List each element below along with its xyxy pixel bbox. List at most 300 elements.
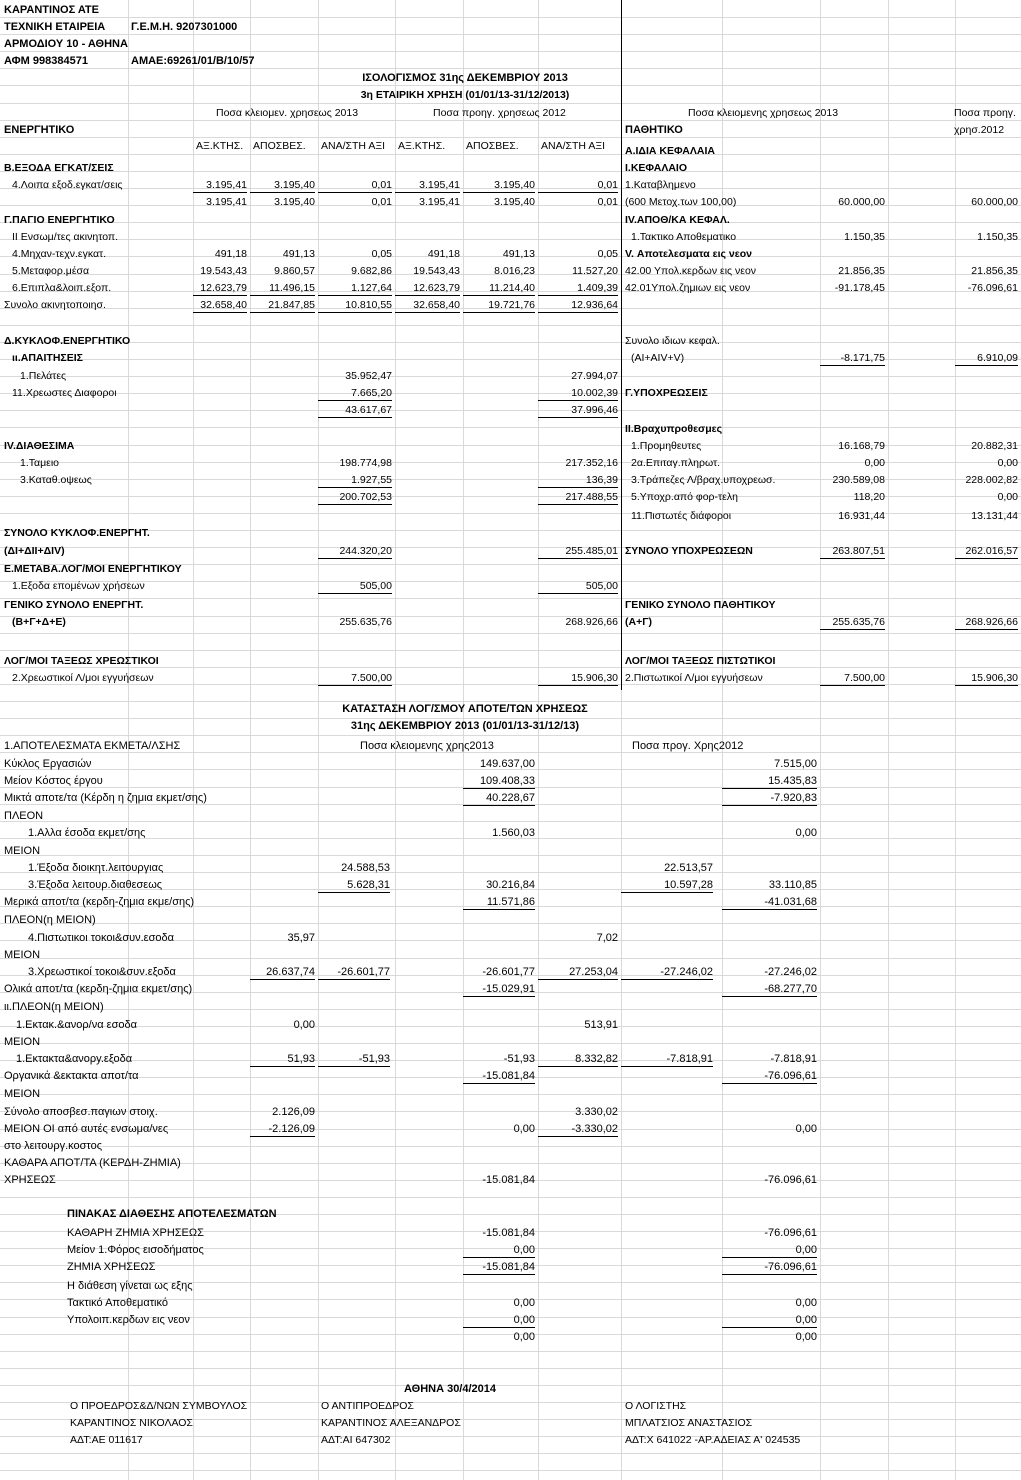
grid-row-line xyxy=(0,735,1021,736)
asset-label: Β.ΕΞΟΔΑ ΕΓΚΑΤ/ΣΕΙΣ xyxy=(4,162,114,174)
distribution-value-2012: 0,00 xyxy=(722,1244,817,1258)
distribution-label: Μείον 1.Φόρος εισοδήματος xyxy=(67,1244,204,1256)
liability-value: 7.500,00 xyxy=(820,672,885,686)
income-value: -7.818,91 xyxy=(621,1053,713,1067)
income-value: -27.246,02 xyxy=(621,966,713,980)
income-value: 7.515,00 xyxy=(774,758,817,770)
asset-label: (ΔΙ+ΔΙΙ+ΔΙV) xyxy=(4,545,65,557)
grid-row-line xyxy=(0,923,1021,924)
asset-value: 3.195,40 xyxy=(494,196,535,208)
grid-row-line xyxy=(0,1436,1021,1437)
income-label: ΜΕΙΟΝ xyxy=(4,845,41,857)
liability-label: Συνολο ιδιων κεφαλ. xyxy=(625,335,720,347)
company-type: ΤΕΧΝΙΚΗ ΕΤΑΙΡΕΙΑ xyxy=(4,21,106,33)
liability-value: 16.931,44 xyxy=(838,510,885,522)
asset-value: 1.927,55 xyxy=(318,474,392,488)
asset-label: 5.Μεταφορ.μέσα xyxy=(12,265,90,277)
liability-label: 3.Τράπεζες Λ/βραχ.υποχρεωσ. xyxy=(631,474,776,486)
liabilities-header-previous-1: Ποσα προηγ. xyxy=(954,107,1016,119)
asset-value: 491,18 xyxy=(214,248,247,260)
asset-value: 43.617,67 xyxy=(318,404,392,418)
grid-col-line xyxy=(955,0,956,1480)
liability-label: 5.Υποχρ.από φορ-τελη xyxy=(631,491,738,503)
liability-value: 263.807,51 xyxy=(820,545,885,559)
liability-label: 11.Πιστωτές διάφοροι xyxy=(631,510,732,522)
distribution-label: ΚΑΘΑΡΗ ΖΗΜΙΑ ΧΡΗΣΕΩΣ xyxy=(67,1227,204,1239)
grid-row-line xyxy=(0,427,1021,428)
asset-value: 7.500,00 xyxy=(318,672,392,686)
grid-col-line xyxy=(318,0,319,1480)
asset-label: 11.Χρεωστες Διαφοροι xyxy=(12,387,117,399)
grid-col-line xyxy=(193,0,194,1480)
liability-label: (600 Μετοχ.των 100,00) xyxy=(625,196,737,208)
sig1-id: ΑΔΤ:ΑΕ 011617 xyxy=(70,1434,143,1446)
income-value: 35,97 xyxy=(287,932,315,944)
asset-value: 9.860,57 xyxy=(274,265,315,277)
asset-value: 35.952,47 xyxy=(345,370,392,382)
asset-label: ιι.ΑΠΑΙΤΗΣΕΙΣ xyxy=(12,352,83,364)
grid-row-line xyxy=(0,1470,1021,1471)
income-label: ιι.ΠΛΕΟΝ(η ΜΕΙΟΝ) xyxy=(4,1001,104,1013)
grid-col-line xyxy=(820,0,821,1480)
asset-value: 19.543,43 xyxy=(200,265,247,277)
sig2-id: ΑΔΤ:ΑΙ 647302 xyxy=(321,1434,391,1446)
assets-header-previous: Ποσα προηγ. χρησεως 2012 xyxy=(433,107,566,119)
asset-value: 3.195,41 xyxy=(206,196,247,208)
grid-row-line xyxy=(0,821,1021,822)
income-value: -7.920,83 xyxy=(722,792,817,806)
grid-row-line xyxy=(0,1351,1021,1352)
grid-row-line xyxy=(0,1094,1021,1095)
income-value: -68.277,70 xyxy=(722,983,817,997)
asset-label: ΙΙ Ενσωμ/τες ακινητοπ. xyxy=(12,231,119,243)
asset-value: 3.195,40 xyxy=(250,179,315,193)
sig1-title: Ο ΠΡΟΕΔΡΟΣ&Δ/ΝΩΝ ΣΥΜΒΟΥΛΟΣ xyxy=(70,1400,248,1412)
grid-row-line xyxy=(0,581,1021,582)
asset-value: 37.996,46 xyxy=(538,404,618,418)
grid-row-line xyxy=(0,137,1021,138)
col-depreciation-2013: ΑΠΟΣΒΕΣ. xyxy=(253,140,306,152)
sig3-title: Ο ΛΟΓΙΣΤΗΣ xyxy=(625,1400,687,1412)
grid-row-line xyxy=(0,650,1021,651)
income-label: ΠΛΕΟΝ xyxy=(4,810,44,822)
distribution-label: Τακτικό Αποθεματικό xyxy=(67,1297,168,1309)
asset-value: 255.635,76 xyxy=(339,616,392,628)
liability-label: ΙΙ.Βραχυπροθεσμες xyxy=(625,423,723,435)
asset-value: 8.016,23 xyxy=(494,265,535,277)
liability-value: -76.096,61 xyxy=(967,282,1018,294)
asset-value: 0,01 xyxy=(538,179,618,193)
company-afm: ΑΦΜ 998384571 xyxy=(4,55,88,67)
grid-row-line xyxy=(0,701,1021,702)
asset-value: 1.409,39 xyxy=(538,282,618,296)
income-value: 27.253,04 xyxy=(538,966,618,980)
income-label: Μερικά αποτ/τα (κερδη-ζημια εκμε/σης) xyxy=(4,896,195,908)
liability-value: 15.906,30 xyxy=(955,672,1018,686)
sig3-id: ΑΔΤ:Χ 641022 -ΑΡ.ΑΔΕΙΑΣ Α' 024535 xyxy=(625,1434,801,1446)
asset-value: 19.721,76 xyxy=(463,299,535,313)
liabilities-heading: ΠΑΘΗΤΙΚΟ xyxy=(625,124,683,136)
assets-heading: ΕΝΕΡΓΗΤΙΚΟ xyxy=(4,124,75,136)
asset-label: Δ.ΚΥΚΛΟΦ.ΕΝΕΡΓΗΤΙΚΟ xyxy=(4,335,131,347)
liability-value: 1.150,35 xyxy=(844,231,885,243)
grid-row-line xyxy=(0,120,1021,121)
grid-row-line xyxy=(0,376,1021,377)
liability-label: 1.Καταβλημενο xyxy=(625,179,696,191)
asset-value: 7.665,20 xyxy=(318,387,392,401)
liability-value: 262.016,57 xyxy=(955,545,1018,559)
balance-subtitle: 3η ΕΤΑΙΡΙΚΗ ΧΡΗΣΗ (01/01/13-31/12/2013) xyxy=(360,89,570,101)
liability-value: -8.171,75 xyxy=(820,352,885,366)
grid-col-line xyxy=(538,0,539,1480)
income-header-previous: Ποσα προγ. Χρης2012 xyxy=(632,740,744,752)
liability-value: 255.635,76 xyxy=(820,616,885,630)
income-value: 11.571,86 xyxy=(463,896,535,910)
liability-value: 230.589,08 xyxy=(832,474,885,486)
income-label: Ολικά αποτ/τα (κερδη-ζημια εκμετ/σης) xyxy=(4,983,193,995)
income-value: 1.560,03 xyxy=(492,827,535,839)
distribution-value-2013: 0,00 xyxy=(513,1331,535,1343)
income-title: ΚΑΤΑΣΤΑΣΗ ΛΟΓ/ΣΜΟΥ ΑΠΟΤΕ/ΤΩΝ ΧΡΗΣΕΩΣ xyxy=(342,703,588,715)
income-label: 1.Έξοδα διοικητ.λειτουργιας xyxy=(28,862,164,874)
asset-value: 0,01 xyxy=(371,196,392,208)
distribution-value-2013: 0,00 xyxy=(463,1314,535,1328)
grid-row-line xyxy=(0,855,1021,856)
grid-row-line xyxy=(0,1197,1021,1198)
asset-value: 11.527,20 xyxy=(572,265,618,277)
sig1-name: ΚΑΡΑΝΤΙΝΟΣ ΝΙΚΟΛΑΟΣ xyxy=(70,1417,193,1429)
distribution-value-2013: 0,00 xyxy=(513,1297,535,1309)
place-date: ΑΘΗΝΑ 30/4/2014 xyxy=(403,1383,497,1395)
income-value: -26.601,77 xyxy=(318,966,390,980)
asset-value: 217.352,16 xyxy=(565,457,618,469)
liability-label: 2α.Επιταγ.πληρωτ. xyxy=(631,457,721,469)
income-value: 24.588,53 xyxy=(341,862,390,874)
asset-value: 3.195,41 xyxy=(193,179,247,193)
liability-label: 2.Πιστωτικοί Λ/μοι εγγυήσεων xyxy=(625,672,763,684)
income-value: -51,93 xyxy=(318,1053,390,1067)
asset-value: 15.906,30 xyxy=(538,672,618,686)
income-value: 513,91 xyxy=(584,1019,618,1031)
liability-label: ΣΥΝΟΛΟ ΥΠΟΧΡΕΩΣΕΩΝ xyxy=(625,545,753,557)
grid-row-line xyxy=(0,718,1021,719)
asset-value: 136,39 xyxy=(538,474,618,488)
grid-row-line xyxy=(0,1009,1021,1010)
income-label: 1.Εκτακ.&ανορ/να εσοδα xyxy=(16,1019,137,1031)
asset-value: 10.002,39 xyxy=(538,387,618,401)
grid-row-line xyxy=(0,154,1021,155)
grid-row-line xyxy=(0,68,1021,69)
grid-row-line xyxy=(0,958,1021,959)
income-value: 22.513,57 xyxy=(664,862,713,874)
asset-label: ΙV.ΔΙΑΘΕΣΙΜΑ xyxy=(4,440,75,452)
grid-row-line xyxy=(0,633,1021,634)
asset-value: 12.936,64 xyxy=(538,299,618,313)
income-label: 1.Εκτακτα&ανορy.εξοδα xyxy=(16,1053,133,1065)
grid-col-line xyxy=(888,0,889,1480)
income-value: -27.246,02 xyxy=(764,966,817,978)
company-address: ΑΡΜΟΔΙΟΥ 10 - ΑΘΗΝΑ xyxy=(4,38,128,50)
income-label: ΚΑΘΑΡΑ ΑΠΟΤ/ΤΑ (ΚΕΡΔΗ-ΖΗΜΙΑ) xyxy=(4,1157,181,1169)
income-value: 30.216,84 xyxy=(486,879,535,891)
income-value: -15.081,84 xyxy=(482,1174,535,1186)
liability-label: ΙV.ΑΠΟΘ/ΚΑ ΚΕΦΑΛ. xyxy=(625,214,730,226)
sig2-title: Ο ΑΝΤΙΠΡΟΕΔΡΟΣ xyxy=(321,1400,414,1412)
grid-col-line xyxy=(250,0,251,1480)
col-net-value-2013: ΑΝΑ/ΣΤΗ ΑΞΙ xyxy=(321,140,386,152)
income-label: 4.Πιστωτικοι τοκοι&συν.εσοδα xyxy=(28,932,174,944)
col-depreciation-2012: ΑΠΟΣΒΕΣ. xyxy=(466,140,519,152)
asset-value: 198.774,98 xyxy=(339,457,392,469)
asset-value: 505,00 xyxy=(318,580,392,594)
grid-row-line xyxy=(0,393,1021,394)
grid-row-line xyxy=(0,222,1021,223)
income-value: -2.126,09 xyxy=(250,1123,315,1137)
col-acq-value-2012: ΑΞ.ΚΤΗΣ. xyxy=(398,140,446,152)
grid-row-line xyxy=(0,598,1021,599)
grid-row-line xyxy=(0,1368,1021,1369)
income-label: Μείον Κόστος έργου xyxy=(4,775,103,787)
asset-label: 4.Λοιπα εξοδ.εγκατ/σεις xyxy=(12,179,123,191)
company-amae: ΑΜΑΕ:69261/01/Β/10/57 xyxy=(131,55,255,67)
asset-label: (Β+Γ+Δ+Ε) xyxy=(12,616,66,628)
grid-row-line xyxy=(0,85,1021,86)
liabilities-header-previous-2: χρησ.2012 xyxy=(954,124,1005,136)
liability-value: 21.856,35 xyxy=(971,265,1018,277)
asset-label: 1.Ταμειο xyxy=(20,457,59,469)
grid-row-line xyxy=(0,1453,1021,1454)
income-value: 3.330,02 xyxy=(575,1106,618,1118)
col-acq-value-2013: ΑΞ.ΚΤΗΣ. xyxy=(196,140,244,152)
asset-label: Ε.ΜΕΤΑΒΑ.ΛΟΓ/ΜΟΙ ΕΝΕΡΓΗΤΙΚΟΥ xyxy=(4,563,182,575)
company-name: ΚΑΡΑΝΤΙΝΟΣ ΑΤΕ xyxy=(4,4,99,16)
income-label: Οργανικά &εκτακτα αποτ/τα xyxy=(4,1070,139,1082)
income-value: -26.601,77 xyxy=(482,966,535,978)
income-value: 0,00 xyxy=(795,1123,817,1135)
distribution-value-2013: 0,00 xyxy=(463,1244,535,1258)
income-value: 26.637,74 xyxy=(250,966,315,980)
asset-label: Συνολο ακινητοποιησ. xyxy=(4,299,106,311)
liability-label: Α.ΙΔΙΑ ΚΕΦΑΛΑΙΑ xyxy=(625,145,715,157)
income-value: -3.330,02 xyxy=(538,1123,618,1137)
income-label: Σύνολο αποσβεσ.παγιων στοιχ. xyxy=(4,1106,158,1118)
liability-value: 0,00 xyxy=(997,491,1018,503)
distribution-value-2012: 0,00 xyxy=(722,1314,817,1328)
liability-label: 1.Τακτικο Αποθεματικο xyxy=(631,231,737,243)
liability-label: ΓΕΝΙΚΟ ΣΥΝΟΛΟ ΠΑΘΗΤΙΚΟΥ xyxy=(625,599,776,611)
assets-header-current: Ποσα κλειομεν. χρησεως 2013 xyxy=(216,107,359,119)
distribution-title: ΠΙΝΑΚΑΣ ΔΙΑΘΕΣΗΣ ΑΠΟΤΕΛΕΣΜΑΤΩΝ xyxy=(67,1208,277,1220)
income-label: ΠΛΕΟΝ(η ΜΕΙΟΝ) xyxy=(4,914,96,926)
asset-value: 0,01 xyxy=(318,179,392,193)
asset-value: 9.682,86 xyxy=(351,265,392,277)
income-value: 8.332,82 xyxy=(538,1053,618,1067)
asset-value: 200.702,53 xyxy=(318,491,392,505)
asset-label: ΣΥΝΟΛΟ ΚΥΚΛΟΦ.ΕΝΕΡΓΗΤ. xyxy=(4,527,150,539)
liability-label: ΛΟΓ/ΜΟΙ ΤΑΞΕΩΣ ΠΙΣΤΩΤΙΚΟΙ xyxy=(625,655,776,667)
liability-value: 0,00 xyxy=(864,457,885,469)
liability-value: 16.168,79 xyxy=(838,440,885,452)
balance-title: ΙΣΟΛΟΓΙΣΜΟΣ 31ης ΔΕΚΕΜΒΡΙΟΥ 2013 xyxy=(362,72,568,84)
asset-value: 3.195,41 xyxy=(395,179,460,193)
asset-value: 32.658,40 xyxy=(193,299,247,313)
asset-value: 12.623,79 xyxy=(395,282,460,296)
income-value: -41.031,68 xyxy=(722,896,817,910)
asset-label: 6.Επιπλα&λοιπ.εξοπ. xyxy=(12,282,112,294)
income-head: 1.ΑΠΟΤΕΛΕΣΜΑΤΑ ΕΚΜΕΤΑ/ΛΣΗΣ xyxy=(4,740,181,752)
income-label: στο λειτουργ.κοστος xyxy=(4,1140,103,1152)
liability-label: 1.Προμηθευτες xyxy=(631,440,702,452)
asset-value: 3.195,41 xyxy=(419,196,460,208)
grid-row-line xyxy=(0,530,1021,531)
asset-value: 491,18 xyxy=(427,248,460,260)
liability-label: 42.00 Υπολ.κερδων εις νεον xyxy=(625,265,757,277)
asset-label: 1.Πελάτες xyxy=(20,370,67,382)
asset-label: 2.Χρεωστικοί Λ/μοι εγγυήσεων xyxy=(12,672,154,684)
asset-value: 0,05 xyxy=(371,248,392,260)
grid-row-line xyxy=(0,1026,1021,1027)
income-value: -15.029,91 xyxy=(463,983,535,997)
liability-value: 228.002,82 xyxy=(965,474,1018,486)
distribution-label: Υπολοιπ.κερδων εις νεον xyxy=(67,1314,190,1326)
grid-row-line xyxy=(0,103,1021,104)
liability-value: 0,00 xyxy=(997,457,1018,469)
income-label: ΜΕΙΟΝ xyxy=(4,1036,41,1048)
liability-value: 6.910,09 xyxy=(955,352,1018,366)
income-value: -76.096,61 xyxy=(764,1174,817,1186)
col-net-value-2012: ΑΝΑ/ΣΤΗ ΑΞΙ xyxy=(541,140,606,152)
income-value: -15.081,84 xyxy=(463,1070,535,1084)
income-value: 0,00 xyxy=(513,1123,535,1135)
income-label: ΧΡΗΣΕΩΣ xyxy=(4,1174,56,1186)
income-label: ΜΕΙΟΝ xyxy=(4,949,41,961)
asset-value: 0,05 xyxy=(597,248,618,260)
distribution-value-2013: -15.081,84 xyxy=(463,1261,535,1275)
asset-value: 10.810,55 xyxy=(318,299,392,313)
liability-value: 60.000,00 xyxy=(838,196,885,208)
income-label: ΜΕΙΟΝ ΟΙ από αυτές ενσωμα/νες xyxy=(4,1123,169,1135)
distribution-value-2012: 0,00 xyxy=(795,1297,817,1309)
balance-divider xyxy=(621,0,622,690)
asset-label: Γ.ΠΑΓΙΟ ΕΝΕΡΓΗΤΙΚΟ xyxy=(4,214,115,226)
income-value: 5.628,31 xyxy=(318,879,390,893)
liability-value: 20.882,31 xyxy=(971,440,1018,452)
asset-value: 11.496,15 xyxy=(250,282,315,296)
income-subtitle: 31ης ΔΕΚΕΜΒΡΙΟΥ 2013 (01/01/13-31/12/13) xyxy=(350,720,580,732)
liability-label: (Α+Γ) xyxy=(625,616,653,628)
income-label: 3.Χρεωστικοί τοκοι&συν.εξοδα xyxy=(28,966,176,978)
grid-row-line xyxy=(0,17,1021,18)
liability-value: 13.131,44 xyxy=(971,510,1018,522)
liability-label: (ΑΙ+ΑΙV+V) xyxy=(631,352,685,364)
asset-value: 21.847,85 xyxy=(250,299,315,313)
income-label: ΜΕΙΟΝ xyxy=(4,1088,41,1100)
asset-value: 505,00 xyxy=(538,580,618,594)
asset-value: 255.485,01 xyxy=(538,545,618,559)
liability-label: V. Αποτελεσματα εις νεον xyxy=(625,248,752,260)
income-value: -51,93 xyxy=(503,1053,535,1065)
liability-value: 118,20 xyxy=(853,491,885,503)
liability-label: 42.01Υπολ.ζημιων εις νεον xyxy=(625,282,751,294)
grid-row-line xyxy=(0,171,1021,172)
asset-value: 268.926,66 xyxy=(565,616,618,628)
asset-value: 19.543,43 xyxy=(413,265,460,277)
income-label: Μικτά αποτε/τα (Κέρδη η ζημια εκμετ/σης) xyxy=(4,792,207,804)
income-value: 40.228,67 xyxy=(463,792,535,806)
asset-label: ΓΕΝΙΚΟ ΣΥΝΟΛΟ ΕΝΕΡΓΗΤ. xyxy=(4,599,144,611)
asset-value: 1.127,64 xyxy=(318,282,392,296)
asset-label: 1.Εξοδα επομένων χρήσεων xyxy=(12,580,145,592)
income-value: -76.096,61 xyxy=(722,1070,817,1084)
liability-label: Ι.ΚΕΦΑΛΑΙΟ xyxy=(625,162,688,174)
income-value: 0,00 xyxy=(795,827,817,839)
grid-row-line xyxy=(0,342,1021,343)
asset-value: 27.994,07 xyxy=(571,370,618,382)
liability-label: Γ.ΥΠΟΧΡΕΩΣΕΙΣ xyxy=(625,387,708,399)
distribution-value-2013: -15.081,84 xyxy=(482,1227,535,1239)
asset-value: 217.488,55 xyxy=(538,491,618,505)
liabilities-header-current: Ποσα κλειομενης χρησεως 2013 xyxy=(688,107,839,119)
asset-label: 3.Καταθ.οψεως xyxy=(20,474,92,486)
company-gemh: Γ.Ε.Μ.Η. 9207301000 xyxy=(131,21,238,33)
distribution-value-2012: -76.096,61 xyxy=(764,1227,817,1239)
distribution-label: ΖΗΜΙΑ ΧΡΗΣΕΩΣ xyxy=(67,1261,156,1273)
grid-row-line xyxy=(0,410,1021,411)
income-label: Κύκλος Εργασιών xyxy=(4,758,92,770)
income-value: 109.408,33 xyxy=(463,775,535,789)
grid-row-line xyxy=(0,34,1021,35)
grid-row-line xyxy=(0,1043,1021,1044)
income-value: 0,00 xyxy=(293,1019,315,1031)
income-label: 3.Έξοδα λειτουρ.διαθεσεως xyxy=(28,879,163,891)
sig3-name: ΜΠΛΑΤΣΙΟΣ ΑΝΑΣΤΑΣΙΟΣ xyxy=(625,1417,753,1429)
asset-label: ΛΟΓ/ΜΟΙ ΤΑΞΕΩΣ ΧΡΕΩΣΤΙΚΟΙ xyxy=(4,655,159,667)
asset-value: 3.195,40 xyxy=(274,196,315,208)
distribution-label: Η διάθεση γίνεται ως εξης xyxy=(67,1280,193,1292)
distribution-value-2012: -76.096,61 xyxy=(722,1261,817,1275)
income-value: 10.597,28 xyxy=(621,879,713,893)
distribution-value-2012: 0,00 xyxy=(795,1331,817,1343)
liability-value: 21.856,35 xyxy=(838,265,885,277)
grid-row-line xyxy=(0,325,1021,326)
income-label: 1.Αλλα έσοδα εκμετ/σης xyxy=(28,827,146,839)
asset-value: 0,01 xyxy=(597,196,618,208)
liability-value: 60.000,00 xyxy=(971,196,1018,208)
grid-row-line xyxy=(0,1146,1021,1147)
liability-value: 1.150,35 xyxy=(977,231,1018,243)
income-value: 15.435,83 xyxy=(722,775,817,789)
asset-value: 3.195,40 xyxy=(463,179,535,193)
grid-row-line xyxy=(0,51,1021,52)
income-value: 7,02 xyxy=(596,932,618,944)
income-value: 2.126,09 xyxy=(272,1106,315,1118)
income-value: 51,93 xyxy=(250,1053,315,1067)
income-value: 33.110,85 xyxy=(768,879,817,891)
liability-value: -91.178,45 xyxy=(834,282,885,294)
asset-value: 491,13 xyxy=(502,248,535,260)
asset-value: 244.320,20 xyxy=(318,545,392,559)
sig2-name: ΚΑΡΑΝΤΙΝΟΣ ΑΛΕΞΑΝΔΡΟΣ xyxy=(321,1417,461,1429)
asset-value: 11.214,40 xyxy=(463,282,535,296)
asset-value: 12.623,79 xyxy=(193,282,247,296)
asset-value: 32.658,40 xyxy=(395,299,460,313)
asset-value: 491,13 xyxy=(282,248,315,260)
liability-value: 268.926,66 xyxy=(955,616,1018,630)
income-header-current: Ποσα κλειομενης χρης2013 xyxy=(360,740,494,752)
income-value: -7.818,91 xyxy=(770,1053,817,1065)
asset-label: 4.Μηχαν-τεχν.εγκατ. xyxy=(12,248,107,260)
income-value: 149.637,00 xyxy=(479,758,535,770)
